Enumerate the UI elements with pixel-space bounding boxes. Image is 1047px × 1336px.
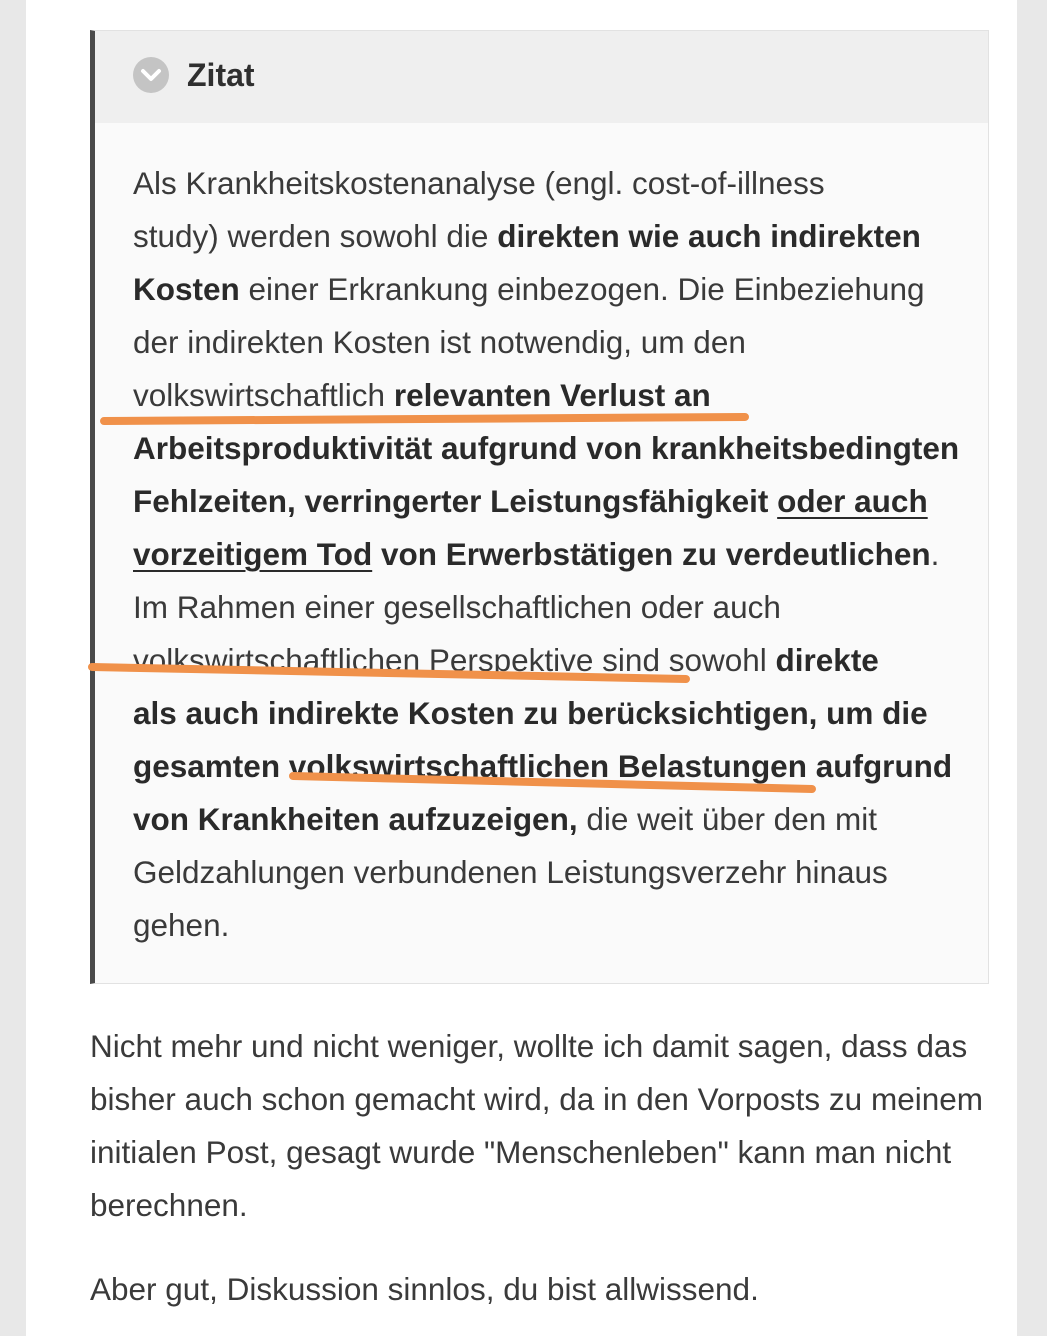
quote-header[interactable] [95, 31, 988, 123]
quote-line [133, 316, 973, 369]
quote-text-segment: volkswirtschaftlichen Perspektive sind sowohl [133, 642, 776, 678]
left-margin [0, 0, 26, 1336]
post-content [26, 0, 1017, 1336]
right-margin [1017, 0, 1047, 1336]
quote-text-segment: einer Erkrankung einbezogen. Die Einbeziehung [239, 271, 925, 307]
quote-line [133, 528, 973, 581]
chevron-down-icon[interactable] [133, 57, 169, 93]
quote-text-segment: die weit über den mit [577, 801, 877, 837]
quote-line [133, 422, 973, 475]
reply-paragraph: Nicht mehr und nicht weniger, wollte ich damit sagen, dass das bisher auch schon gemacht wird, da in den Vorposts zu meinem initialen Post, gesagt wurde "Menschenleben" kann man nicht berechnen. [90, 1028, 983, 1223]
quote-line [133, 475, 973, 528]
quote-block [90, 30, 989, 984]
quote-bold-segment: direkte [775, 642, 879, 678]
quote-line [133, 740, 973, 793]
quote-text [133, 157, 973, 952]
quote-text-segment: . [930, 536, 940, 572]
quote-title: Zitat [187, 57, 255, 93]
quote-text-segment: gehen. [133, 907, 230, 943]
quote-bold-segment: als auch indirekte Kosten zu berücksichtigen, um die [133, 695, 928, 731]
quote-text-segment: Im Rahmen einer gesellschaftlichen oder auch [133, 589, 781, 625]
reply-paragraph: Aber gut, Diskussion sinnlos, du bist allwissend. [90, 1271, 759, 1307]
quote-line [133, 634, 973, 687]
quote-line [133, 157, 973, 210]
quote-text-segment: der indirekten Kosten ist notwendig, um den [133, 324, 746, 360]
quote-text-segment: study) werden sowohl die [133, 218, 498, 254]
quote-bold-segment: Kosten [133, 271, 240, 307]
quote-line [133, 899, 973, 952]
quote-underlined-segment: oder auch [777, 483, 928, 519]
quote-bold-segment: gesamten volkswirtschaftlichen Belastungen aufgrund [133, 748, 953, 784]
quote-text-segment: Geldzahlungen verbundenen Leistungsverzehr hinaus [133, 854, 888, 890]
quote-line [133, 846, 973, 899]
quote-bold-segment: direkten wie auch indirekten [497, 218, 921, 254]
quote-line [133, 263, 973, 316]
quote-line [133, 793, 973, 846]
quote-line [133, 210, 973, 263]
quote-line [133, 581, 973, 634]
quote-bold-segment: relevanten Verlust an [393, 377, 711, 413]
quote-underlined-segment: vorzeitigem Tod [133, 536, 373, 572]
quote-bold-segment: Arbeitsproduktivität aufgrund von krankheitsbedingten [133, 430, 960, 466]
quote-text-segment: volkswirtschaftlich [133, 377, 394, 413]
quote-line [133, 687, 973, 740]
quote-bold-segment: von Krankheiten aufzuzeigen, [133, 801, 578, 837]
quote-bold-segment: Fehlzeiten, verringerter Leistungsfähigkeit [133, 483, 778, 519]
quote-line [133, 369, 973, 422]
quote-bold-segment: von Erwerbstätigen zu verdeutlichen [372, 536, 931, 572]
quote-text-segment: Als Krankheitskostenanalyse (engl. cost-of-illness [133, 165, 825, 201]
